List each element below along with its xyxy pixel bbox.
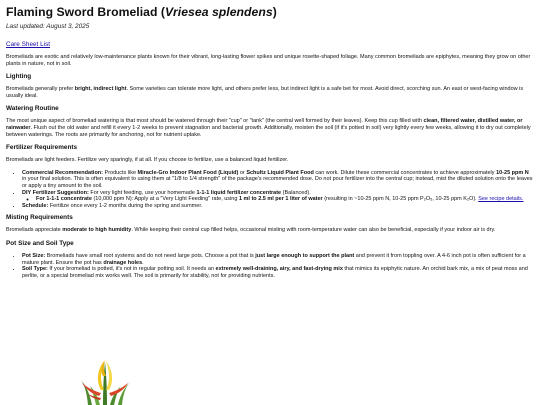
title-common-name: Flaming Sword Bromeliad ( (6, 5, 166, 19)
commercial-ppm: 10-25 ppm N (496, 169, 529, 176)
diy-label: DIY Fertilizer Suggestion: (22, 189, 89, 196)
diy-text: (Balanced). (281, 189, 311, 196)
soil-text: that mimics its epiphytic nature. An orchid bark mix, a mix of peat moss and perlite, or a special bromeliad mix works well. The soil is primarily for stability, not for providing nutrients. (22, 266, 528, 279)
pot-size-bold: just large enough to support the plant (255, 252, 355, 259)
watering-bold: clean, filtered water, distilled water, or rainwater (6, 118, 523, 131)
pot-size-text: Bromeliads have small root systems and do not need large pots. Choose a pot that is (45, 252, 256, 259)
diy-sublist (22, 196, 534, 203)
list-item (22, 203, 534, 210)
soil-bold: extremely well-draining, airy, and fast-drying mix (215, 266, 343, 273)
leaf-icon (118, 381, 131, 405)
recipe-details-link[interactable]: See recipe details. (478, 196, 524, 203)
title-scientific-name: Vriesea splendens (165, 5, 273, 19)
fertilizer-list (6, 170, 534, 210)
commercial-product-1: Miracle-Gro Indoor Plant Food (Liquid) (137, 169, 239, 176)
lighting-heading: Lighting (6, 73, 32, 81)
commercial-label: Commercial Recommendation: (22, 169, 103, 176)
pot-size-text: . (142, 259, 144, 266)
schedule-text: Fertilize once every 1-2 months during the spring and summer. (48, 202, 203, 209)
pot-drainage-bold: drainage holes (103, 259, 143, 266)
last-updated: Last updated: August 3, 2025 (6, 23, 90, 30)
commercial-product-2: Schultz Liquid Plant Food (246, 169, 314, 176)
diy-concentrate: 1-1-1 liquid fertilizer concentrate (196, 189, 282, 196)
commercial-text: in your final solution. This is often equivalent to using them at "1/8 to 1/4 strength" of the package's recommended dose. Do not pour fertilizer into the central cup; instead, mist the diluted solution onto the leaves or apply a tiny amount to the soil. (22, 176, 533, 189)
lighting-bold: bright, indirect light (74, 86, 127, 93)
page-title (6, 5, 534, 20)
fertilizer-heading: Fertilizer Requirements (6, 144, 78, 152)
title-close: ) (272, 5, 277, 19)
diy-sub-text: (resulting in ~10-25 ppm N, 10-25 ppm P₂O₅, 10-25 ppm K₂O). (322, 196, 479, 203)
misting-paragraph (6, 227, 534, 234)
commercial-text: Products like (103, 169, 138, 176)
commercial-text: can work. Dilute these commercial concentrates to achieve approximately (313, 169, 497, 176)
watering-text: The most unique aspect of bromeliad watering is that most should be watered through their "cup" or "tank" (the central well formed by their leaves). Keep this cup filled with (6, 118, 424, 125)
watering-text-end: . Flush out the old water and refill it every 1-2 weeks to prevent stagnation and bacterial growth. Additionally, moisten the soil (if it's potted in soil) very lightly every few weeks, allowing it to dry out completely between waterings. The roots are primarily for anchoring, not for nutrient uptake. (6, 124, 531, 138)
bromeliad-plant-icon (70, 356, 140, 405)
pot-size-text: and prevent it from toppling over. A 4-6 inch pot is often sufficient for a mature plant. Ensure the pot has (22, 252, 526, 266)
lighting-text: Bromeliads generally prefer (6, 86, 75, 93)
diy-text: For very light feeding, use your homemade (88, 189, 197, 196)
care-sheet-list-link[interactable]: Care Sheet List (6, 41, 51, 48)
soil-type-label: Soil Type: (22, 266, 48, 273)
list-item (22, 170, 534, 190)
pot-list (6, 253, 534, 279)
red-bract-icon (82, 383, 101, 396)
list-item (22, 190, 534, 203)
misting-bold: moderate to high humidity (62, 227, 132, 234)
fertilizer-intro: Bromeliads are light feeders. Fertilize very sparingly, if at all. If you choose to fertilize, use a balanced liquid fertilizer. (6, 157, 289, 164)
watering-paragraph (6, 118, 534, 138)
diy-sub-label: For 1-1-1 concentrate (36, 196, 92, 203)
pot-size-label: Pot Size: (22, 252, 46, 259)
watering-heading: Watering Routine (6, 105, 59, 113)
list-item (36, 196, 534, 203)
commercial-text: or (238, 169, 247, 176)
misting-text: Bromeliads appreciate (6, 227, 63, 234)
flower-spike-icon (106, 361, 112, 390)
lighting-paragraph (6, 86, 534, 99)
list-item (22, 253, 534, 266)
diy-dose: 1 ml to 2.5 ml per 1 liter of water (238, 196, 323, 203)
misting-heading: Misting Requirements (6, 214, 73, 222)
soil-text: If your bromeliad is potted, it's not in regular potting soil. It needs an (47, 266, 216, 273)
schedule-label: Schedule: (22, 202, 49, 209)
pot-heading: Pot Size and Soil Type (6, 239, 74, 247)
diy-sub-text: (10,000 ppm N): Apply at a "Very Light Feeding" rate, using (91, 196, 239, 203)
intro-paragraph: Bromeliads are exotic and relatively low-maintenance plants known for their vibrant, long-lasting flower spikes and unique rosette-shaped foliage. Many common bromeliads are epiphytes, meaning they grow on other plants in nature, not in soil. (6, 54, 531, 67)
misting-text-end: . While keeping their central cup filled helps, occasional misting with room-temperature water can also be beneficial, especially if your indoor air is dry. (131, 227, 496, 234)
lighting-text-end: . Some varieties can tolerate more light, and others prefer less, but indirect light is a safe bet for most. Avoid direct, scorching sun. An east or west-facing window is usually ideal. (6, 86, 524, 99)
list-item (22, 266, 534, 279)
